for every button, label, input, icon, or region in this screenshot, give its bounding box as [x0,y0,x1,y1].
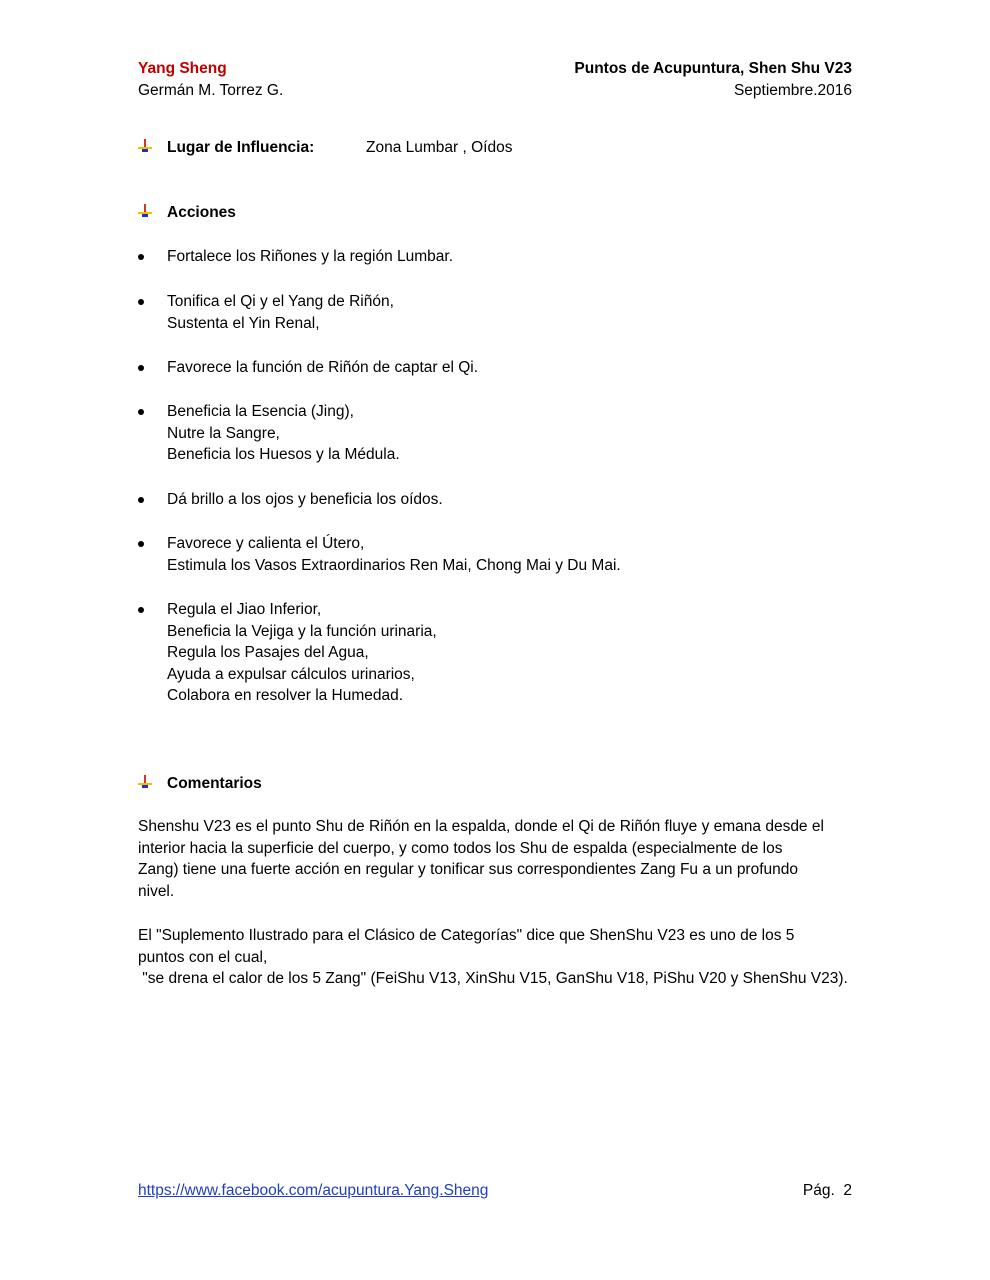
paragraph-line: interior hacia la superficie del cuerpo, y como todos los Shu de espalda (especialmente de los [138,839,783,857]
bullet-marker-icon [138,204,152,218]
bullet-dot-icon [138,409,144,415]
list-item-line: Ayuda a expulsar cálculos urinarios, [167,665,415,683]
list-item-line: Beneficia la Esencia (Jing), [167,403,354,420]
paragraph-line: puntos con el cual, [138,948,268,966]
document-date: Septiembre.2016 [733,81,852,99]
list-item-line: Dá brillo a los ojos y beneficia los oídos. [167,491,443,508]
author: Germán M. Torrez G. [138,81,284,99]
list-item-line: Estimula los Vasos Extraordinarios Ren Mai, Chong Mai y Du Mai. [167,556,621,574]
list-item-line: Tonifica el Qi y el Yang de Riñón, [167,293,394,310]
paragraph-line: Zang) tiene una fuerte acción en regular y tonificar sus correspondientes Zang Fu a un profundo [138,861,799,878]
list-item-line: Favorece y calienta el Útero, [167,535,365,552]
brand-title: Yang Sheng [138,60,227,77]
page-number: Pág. 2 [802,1182,852,1199]
comentarios-title: Comentarios [167,775,262,792]
facebook-link[interactable]: https://www.facebook.com/acupuntura.Yang.Sheng [138,1182,489,1199]
list-item-line: Favorece la función de Riñón de captar el Qi. [167,359,479,376]
bullet-dot-icon [138,607,144,613]
list-item-line: Fortalece los Riñones y la región Lumbar. [167,248,454,265]
comment-paragraph-1 [138,816,858,902]
bullet-marker-icon [138,775,152,789]
bullet-dot-icon [138,299,144,305]
acciones-title: Acciones [167,204,236,221]
bullet-dot-icon [138,497,144,503]
paragraph-line: El "Suplemento Ilustrado para el Clásico de Categorías" dice que ShenShu V23 es uno de los 5 [138,927,795,944]
list-item-line: Beneficia la Vejiga y la función urinaria, [167,622,437,640]
comment-paragraph-2 [138,925,858,990]
bullet-dot-icon [138,254,144,260]
influence-label: Lugar de Influencia: [167,139,315,156]
list-item-line: Sustenta el Yin Renal, [167,314,320,332]
document-title: Puntos de Acupuntura, Shen Shu V23 [574,60,852,77]
list-item-line: Nutre la Sangre, [167,424,280,442]
bullet-marker-icon [138,139,152,153]
bullet-dot-icon [138,365,144,371]
list-item-line: Regula el Jiao Inferior, [167,601,322,618]
bullet-dot-icon [138,541,144,547]
paragraph-line: nivel. [138,882,175,900]
header-right [574,58,852,101]
list-item-line: Colabora en resolver la Humedad. [167,687,404,704]
list-item-line: Regula los Pasajes del Agua, [167,644,369,661]
header-left [138,58,283,101]
paragraph-line: "se drena el calor de los 5 Zang" (FeiShu V13, XinShu V15, GanShu V18, PiShu V20 y ShenShu V23). [138,970,848,987]
list-item-line: Beneficia los Huesos y la Médula. [167,446,400,463]
influence-value: Zona Lumbar , Oídos [366,139,513,156]
paragraph-line: Shenshu V23 es el punto Shu de Riñón en la espalda, donde el Qi de Riñón fluye y emana desde el [138,818,824,835]
